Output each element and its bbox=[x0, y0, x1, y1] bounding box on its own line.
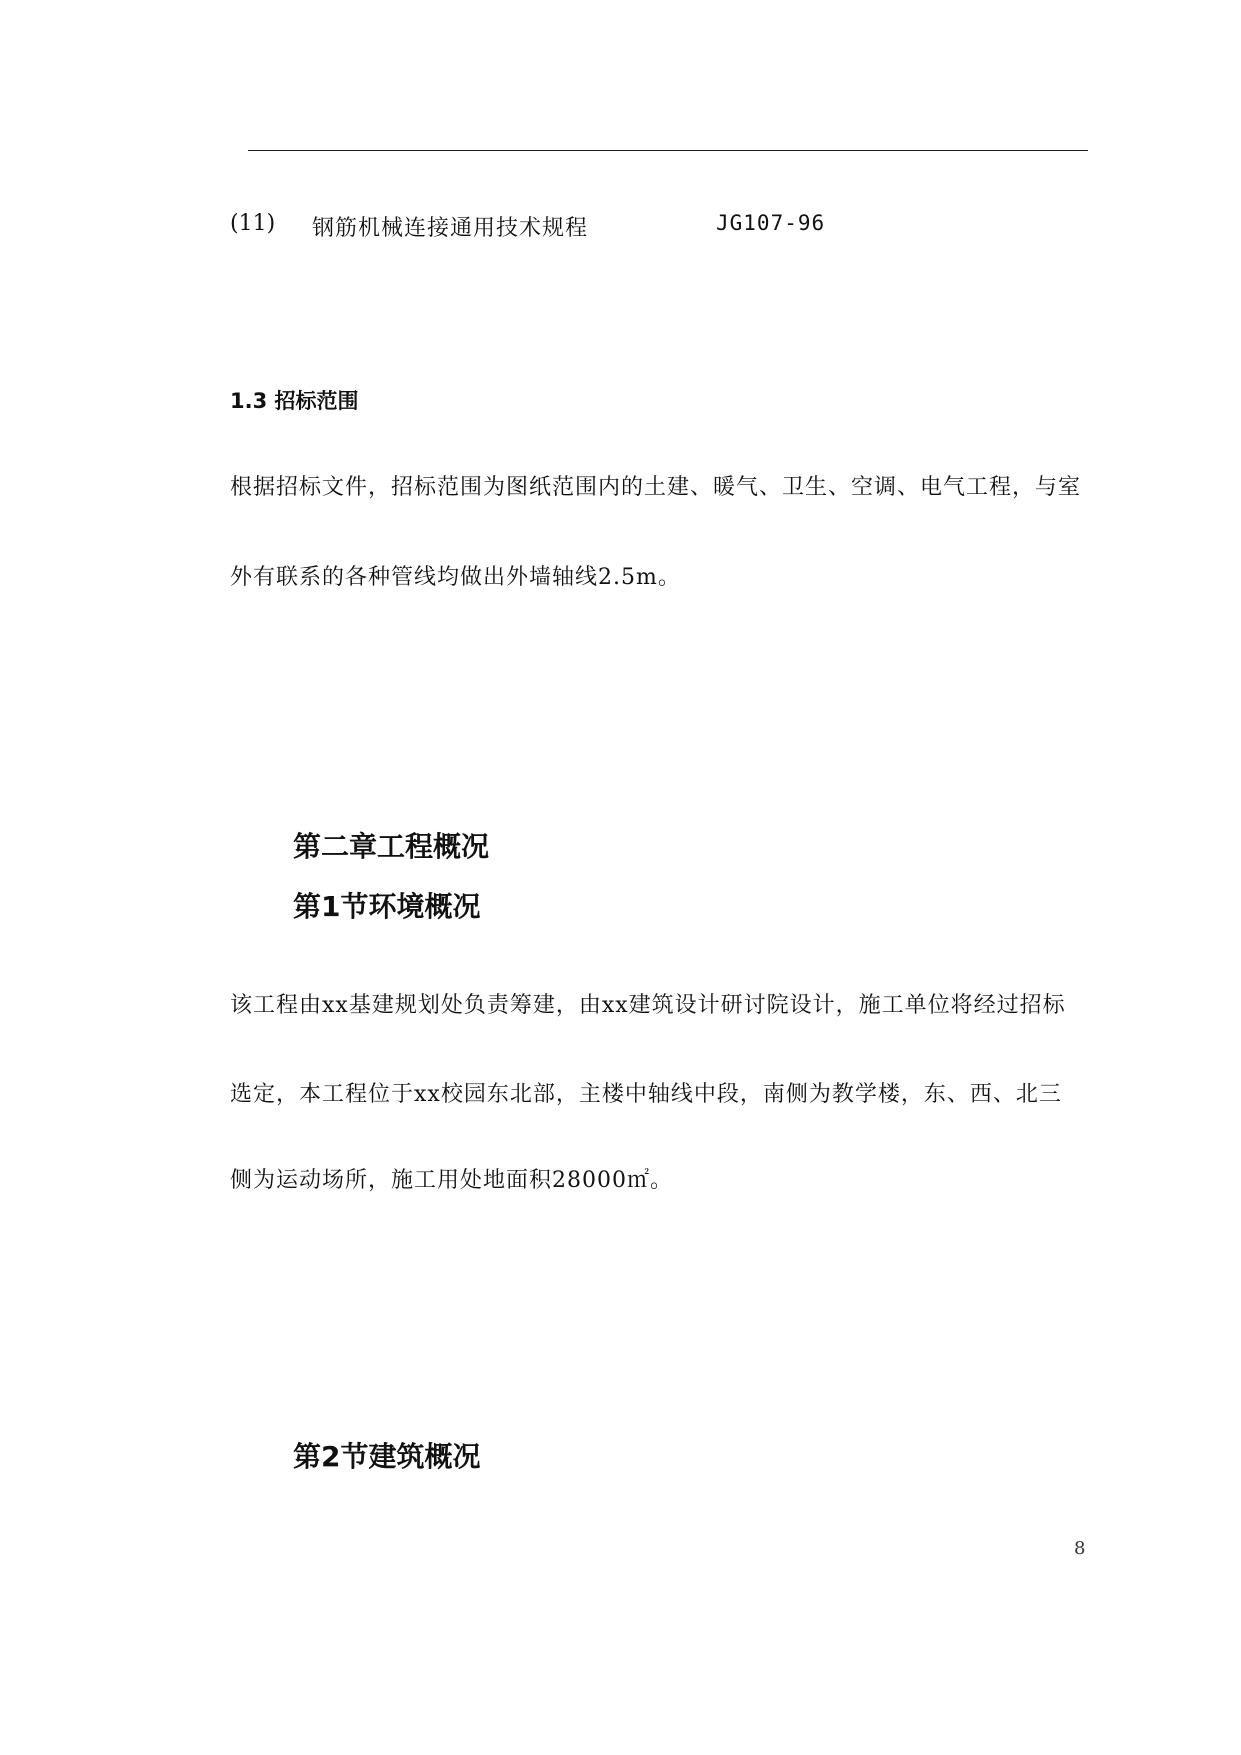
reference-code: JG107-96 bbox=[716, 211, 826, 235]
paragraph-line: 侧为运动场所，施工用处地面积28000㎡。 bbox=[230, 1168, 673, 1193]
reference-title: 钢筋机械连接通用技术规程 bbox=[312, 216, 589, 241]
page-number: 8 bbox=[1074, 1538, 1086, 1559]
paragraph-line: 选定，本工程位于xx校园东北部，主楼中轴线中段，南侧为教学楼，东、西、北三 bbox=[230, 1082, 1062, 1107]
header-rule bbox=[248, 150, 1088, 151]
chapter-title: 第二章工程概况 bbox=[293, 830, 490, 863]
paragraph-line: 根据招标文件，招标范围为图纸范围内的土建、暖气、卫生、空调、电气工程，与室 bbox=[230, 475, 1082, 500]
section-heading-1-3: 1.3 招标范围 bbox=[230, 389, 359, 413]
paragraph-line: 该工程由xx基建规划处负责筹建，由xx建筑设计研讨院设计，施工单位将经过招标 bbox=[230, 993, 1066, 1018]
section-title-1: 第1节环境概况 bbox=[293, 890, 481, 923]
paragraph-line: 外有联系的各种管线均做出外墙轴线2.5m。 bbox=[230, 565, 681, 590]
section-title-2: 第2节建筑概况 bbox=[293, 1440, 481, 1473]
reference-number: (11) bbox=[230, 211, 276, 236]
